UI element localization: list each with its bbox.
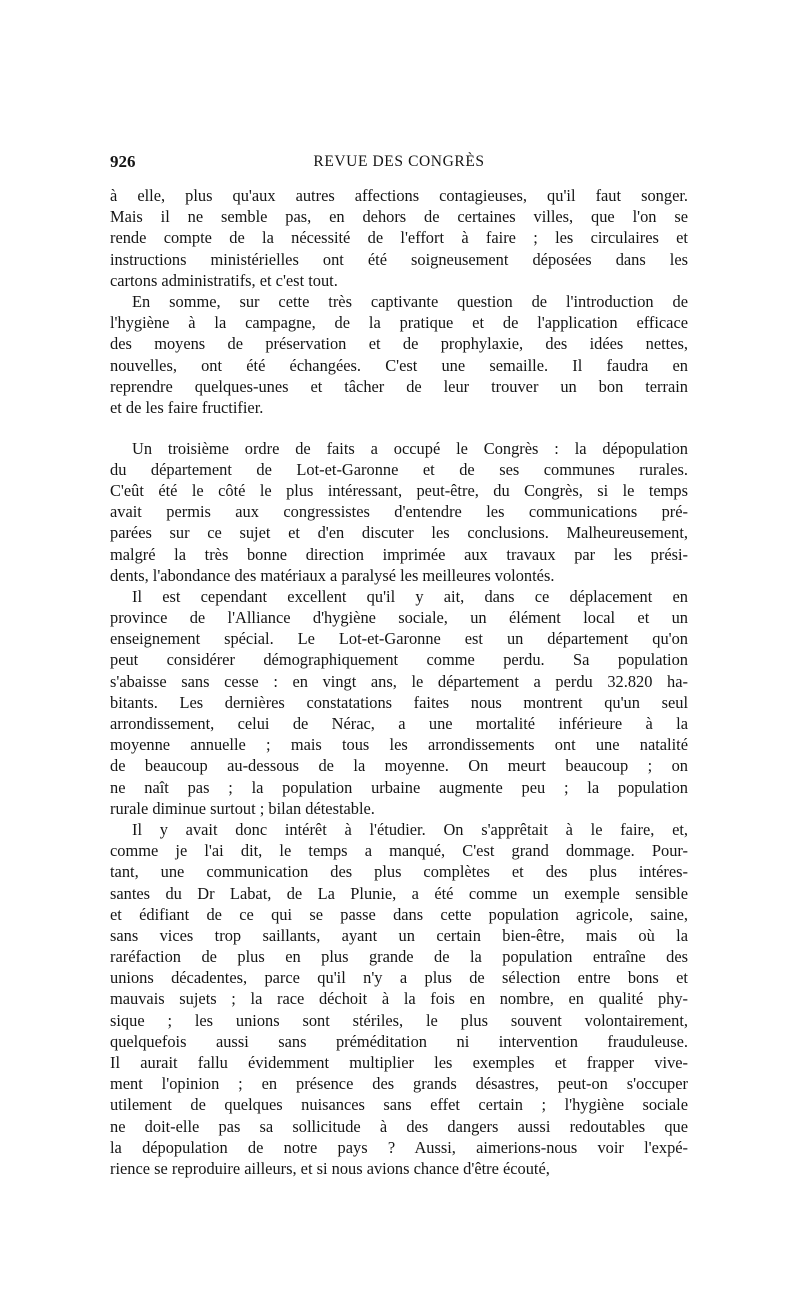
text-line: comme je l'ai dit, le temps a manqué, C'est grand dommage. Pour- bbox=[110, 841, 688, 861]
text-line: cartons administratifs, et c'est tout. bbox=[110, 270, 338, 290]
paragraph bbox=[110, 291, 688, 418]
text-line: moyenne annuelle ; mais tous les arrondissements ont une natalité bbox=[110, 735, 688, 755]
text-line: du département de Lot-et-Garonne et de ses communes rurales. bbox=[110, 459, 688, 479]
text-line: ne naît pas ; la population urbaine augmente peu ; la population bbox=[110, 777, 688, 797]
text-line: raréfaction de plus en plus grande de la population entraîne des bbox=[110, 947, 688, 967]
text-line: Un troisième ordre de faits a occupé le Congrès : la dépopulation bbox=[132, 438, 688, 458]
text-line: peut considérer démographiquement comme perdu. Sa population bbox=[110, 650, 688, 670]
text-line: rende compte de la nécessité de l'effort à faire ; les circulaires et bbox=[110, 228, 688, 248]
text-line: unions décadentes, parce qu'il n'y a plus de sélection entre bons et bbox=[110, 968, 688, 988]
text-line: quelquefois aussi sans préméditation ni intervention frauduleuse. bbox=[110, 1031, 688, 1051]
body-text bbox=[110, 185, 688, 1179]
text-line: ne doit-elle pas sa sollicitude à des dangers aussi redoutables que bbox=[110, 1116, 688, 1136]
text-line: sique ; les unions sont stériles, le plus souvent volontairement, bbox=[110, 1010, 688, 1030]
text-line: s'abaisse sans cesse : en vingt ans, le département a perdu 32.820 ha- bbox=[110, 671, 688, 691]
text-line: sans vices trop saillants, ayant un certain bien-être, mais où la bbox=[110, 925, 688, 945]
text-line: des moyens de préservation et de prophylaxie, des idées nettes, bbox=[110, 334, 688, 354]
text-line: mauvais sujets ; la race déchoit à la fois en nombre, en qualité phy- bbox=[110, 989, 688, 1009]
paragraph bbox=[110, 819, 688, 1179]
text-line: la dépopulation de notre pays ? Aussi, aimerions-nous voir l'expé- bbox=[110, 1137, 688, 1157]
book-page bbox=[110, 152, 688, 1179]
text-line: malgré la très bonne direction imprimée aux travaux par les prési- bbox=[110, 544, 688, 564]
paragraph bbox=[110, 438, 688, 586]
text-line: enseignement spécial. Le Lot-et-Garonne est un département qu'on bbox=[110, 629, 688, 649]
text-line: tant, une communication des plus complètes et des plus intéres- bbox=[110, 862, 688, 882]
text-line: utilement de quelques nuisances sans effet certain ; l'hygiène sociale bbox=[110, 1095, 688, 1115]
text-line: reprendre quelques-unes et tâcher de leur trouver un bon terrain bbox=[110, 376, 688, 396]
paragraph bbox=[110, 185, 688, 291]
page-number: 926 bbox=[110, 152, 136, 171]
text-line: nouvelles, ont été échangées. C'est une semaille. Il faudra en bbox=[110, 355, 688, 375]
text-line: arrondissement, celui de Nérac, a une mortalité inférieure à la bbox=[110, 714, 688, 733]
text-line: province de l'Alliance d'hygiène sociale, un élément local et un bbox=[110, 608, 688, 628]
text-line: avait permis aux congressistes d'entendre les communications pré- bbox=[110, 502, 688, 522]
text-line: et édifiant de ce qui se passe dans cette population agricole, saine, bbox=[110, 904, 688, 924]
text-line: En somme, sur cette très captivante question de l'introduction de bbox=[132, 291, 688, 311]
text-line: Il aurait fallu évidemment multiplier les exemples et frapper vive- bbox=[110, 1053, 688, 1072]
text-line: l'hygiène à la campagne, de la pratique et de l'application efficace bbox=[110, 313, 688, 333]
text-line: parées sur ce sujet et d'en discuter les conclusions. Malheureusement, bbox=[110, 523, 688, 543]
text-line: à elle, plus qu'aux autres affections contagieuses, qu'il faut songer. bbox=[110, 186, 688, 205]
text-line: rurale diminue surtout ; bilan détestable. bbox=[110, 798, 375, 818]
text-line: santes du Dr Labat, de La Plunie, a été comme un exemple sensible bbox=[110, 883, 688, 903]
text-line: dents, l'abondance des matériaux a paralysé les meilleures volontés. bbox=[110, 565, 555, 585]
text-line: Mais il ne semble pas, en dehors de certaines villes, que l'on se bbox=[110, 207, 688, 227]
text-line: C'eût été le côté le plus intéressant, peut-être, du Congrès, si le temps bbox=[110, 480, 688, 500]
text-line: rience se reproduire ailleurs, et si nous avions chance d'être écouté, bbox=[110, 1158, 550, 1178]
text-line: de beaucoup au-dessous de la moyenne. On meurt beaucoup ; on bbox=[110, 756, 688, 776]
text-line: Il est cependant excellent qu'il y ait, dans ce déplacement en bbox=[132, 586, 688, 606]
running-title: REVUE DES CONGRÈS bbox=[313, 153, 485, 170]
text-line: bitants. Les dernières constatations faites nous montrent qu'un seul bbox=[110, 692, 688, 712]
paragraph bbox=[110, 586, 688, 819]
text-line: et de les faire fructifier. bbox=[110, 397, 264, 417]
text-line: Il y avait donc intérêt à l'étudier. On s'apprêtait à le faire, et, bbox=[132, 819, 688, 839]
running-head bbox=[110, 152, 688, 176]
text-line: instructions ministérielles ont été soigneusement déposées dans les bbox=[110, 249, 688, 269]
text-line: ment l'opinion ; en présence des grands désastres, peut-on s'occuper bbox=[110, 1074, 688, 1094]
